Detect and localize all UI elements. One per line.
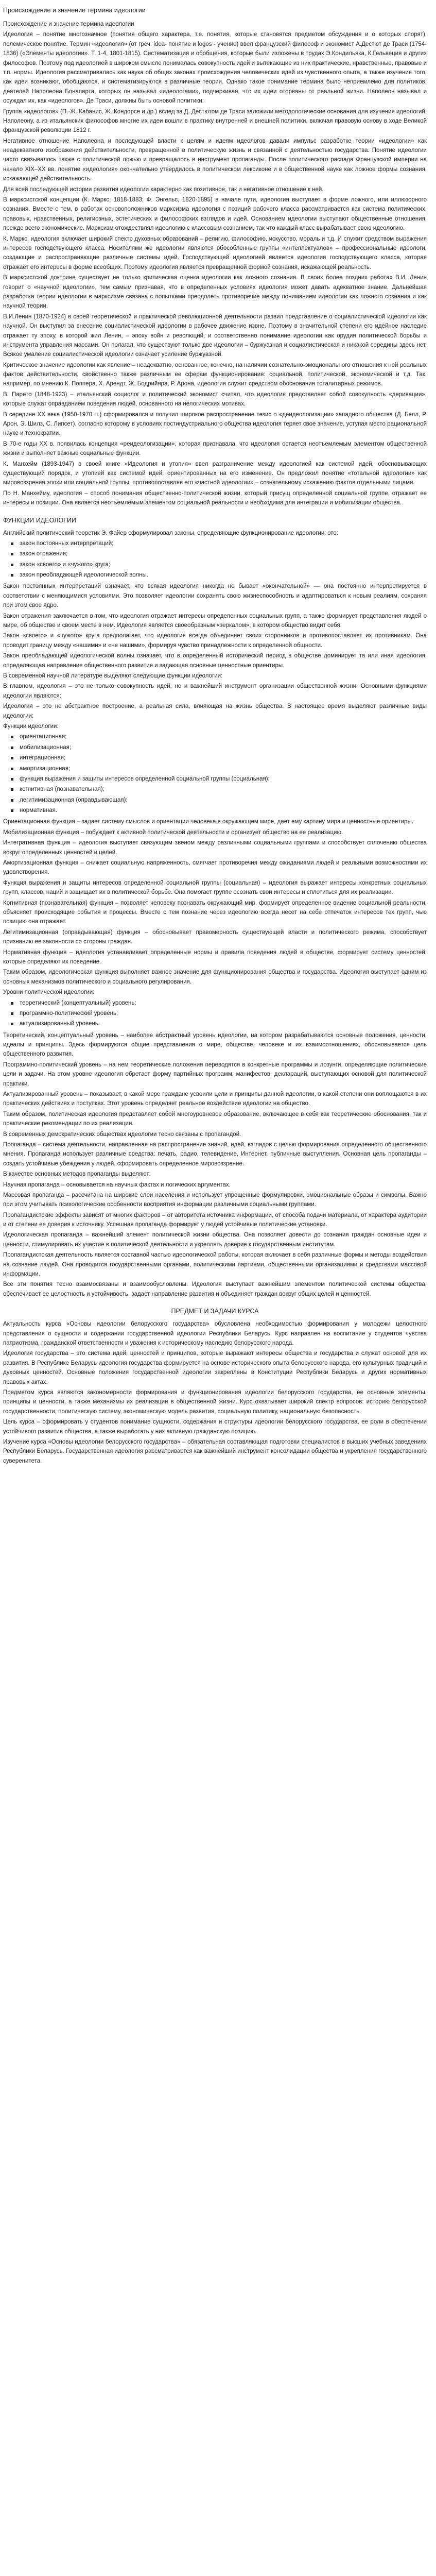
functions-section bbox=[3, 515, 427, 1299]
functions-paragraph: Пропагандистские эффекты зависят от многих факторов – от авторитета источника информации, от способа подачи материала, от характера аудитории и от степени ее доверия к источнику. Успешная пропаганда формирует у людей устойчивые политические установки. bbox=[3, 1212, 427, 1228]
laws-list bbox=[3, 539, 427, 580]
functions-paragraph: Пропаганда – система деятельности, направленная на распространение знаний, идей, взглядов с целью формирования определенного общественного мнения. Пропаганда использует различные средства: печать, радио, телевидение, Интернет, публичные выступления. Основная цель пропаганды – создать устойчивые убеждения у людей, сформировать определенное мировоззрение. bbox=[3, 1141, 427, 1167]
functions-paragraph: Актуализированный уровень – показывает, в какой мере граждане усвоили цели и принципы данной идеологии, в какой степени они воплощаются в их практических действиях и поступках. Этот уровень определяет реальное воздействие идеологии на общество. bbox=[3, 1091, 427, 1107]
intro-paragraph: По Н. Манхейму, идеология – способ понимания общественно-политической жизни, который присущ определенной социальной группе, отражает ее интересы и позиции. Она является неотъемлемым элементом социальной реальности и необходима для интеграции и мобилизации общества. bbox=[3, 490, 427, 506]
intro-section bbox=[3, 30, 427, 507]
list-item: ориентационная; bbox=[18, 732, 427, 741]
functions-paragraph: Теоретический, концептуальный уровень – наиболее абстрактный уровень идеологии, на котором разрабатываются основные положения, ценности, идеалы и принципы. Здесь формируются общие представления о мире, обществе, человеке и их взаимоотношениях, обосновывается цель общественного развития. bbox=[3, 1032, 427, 1058]
functions-paragraph: Пропагандистская деятельность является составной частью идеологической работы, которая включает в себя различные формы и методы воздействия на сознание людей. Она проводится государственными органами, политическими партиями, общественными организациями и средствами массовой информации. bbox=[3, 1252, 427, 1278]
functions-paragraph: Ориентационная функция – задает систему смыслов и ориентации человека в окружающем мире, дает ему картину мира и ценностные ориентиры. bbox=[3, 819, 413, 825]
subject-heading: ПРЕДМЕТ И ЗАДАЧИ КУРСА bbox=[171, 1308, 259, 1315]
functions-paragraph: Закон постоянных интерпретаций означает, что всякая идеология никогда не бывает «окончательной» — она постоянно интерпретируется в соответствии с меняющимися условиями. Это позволяет идеологии сохранять свою жизнеспособность и адаптироваться к новым реалиям, сохраняя при этом свое ядро. bbox=[3, 583, 427, 609]
functions-paragraph: Амортизационная функция – снижает социальную напряженность, смягчает противоречия между ожиданиями людей и реальными возможностями их удовлетворения. bbox=[3, 860, 427, 876]
list-item: легитимизационная (оправдывающая); bbox=[18, 795, 427, 805]
intro-paragraph: Негативное отношение Наполеона и последующей власти к целям и идеям идеологов давали импульс разработке теории «идеологии» как неадекватного изображения действительности, превращенной в политическую жизнь и связанной с деятельностью государства. Понятие идеологии часто связывалось также с политической ложью и превращалось в инструмент пропаганды. После политического распада Французской империи на начало XIX–XX вв. понятие «идеология» окончательно утвердилось в политическом лексиконе и в общественной науке как ложное формы сознания, искажающей действительность. bbox=[3, 138, 427, 182]
intro-paragraph: К. Манхейм (1893-1947) в своей книге «Идеология и утопия» ввел разграничение между идеологией как системой идей, обосновывающих существующий порядок, и утопией как системой идей, ориентированных на его изменение. Он предложил понятие «тотальной идеологии» как мировоззрения эпохи или социальной группы, противопоставляя его «частной идеологии» – сознательному искажению фактов отдельными лицами. bbox=[3, 461, 427, 486]
functions-paragraph: Интегративная функция – идеология выступает связующим звеном между различными социальными группами и способствует сплочению общества вокруг определенных ценностей и целей. bbox=[3, 840, 427, 856]
functions-paragraph: В современных демократических обществах идеологии тесно связаны с пропагандой. bbox=[3, 1131, 241, 1138]
intro-paragraph: В середине ХХ века (1950-1970 гг.) сформировался и получил широкое распространение тезис о «деидеологизации» западного общества (Д. Белл, Р. Арон, Э. Шилз, С. Липсет), согласно которому в условиях постиндустриального общества идеология теряет свое значение, уступая место рациональной науке и технократии. bbox=[3, 411, 427, 437]
subject-paragraph: Цель курса – сформировать у студентов понимание сущности, содержания и структуры идеологии белорусского государства, ее роли в обеспечении устойчивого развития общества, а также выработать у них активную гражданскую позицию. bbox=[3, 1419, 427, 1435]
functions-paragraph: Мобилизационная функция – побуждает к активной политической деятельности и организует общество на ее реализацию. bbox=[3, 829, 343, 836]
functions-paragraph: В современной научной литературе выделяют следующие функции идеологии: bbox=[3, 673, 223, 679]
list-item: нормативная. bbox=[18, 806, 427, 815]
intro-paragraph: Идеология – понятие многозначное (понятия общего характера, т.е. понятия, которые становятся предметом обсуждения и о которых спорят), полемическое понятие. Термин «идеология» (от греч. idea- понятие и logos - учение) ввел французский философ и экономист А.Дестют де Траси (1754-1836) («Элементы идеологии». Т. 1-4, 1801-1815). Систематизация и обобщения, которые были изложены в трудах Э.Кондильяка, К.Гельвеция и других философов. Поэтому под идеологией в широком смысле понималась совокупность идей и вытекающие из них практические, нравственные, правовые и т.п. нормы. Идеология рассматривалась как наука об общих законах происхождения человеческих идей из чувственного опыта, а также изучения того, как идеи возникают, обобщаются, и систематизируются в различные теории. Однако такое понимание термина было неприемлемо для политиков, деятелей Наполеона Бонапарта, которых он называл «идеологами», подчеркивая, что их идеи оторваны от реальной жизни. Наполеон называл и осуждал их, как «идеологов». Де Траси, должны быть основой политики. bbox=[3, 31, 427, 105]
functions-paragraph: Таким образом, политическая идеология представляет собой многоуровневое образование, включающее в себя как теоретические обоснования, так и практические рекомендации по их реализации. bbox=[3, 1111, 427, 1127]
functions-paragraph: В качестве основных методов пропаганды выделяют: bbox=[3, 1171, 151, 1178]
functions-paragraph: Идеологическая пропаганда – важнейший элемент политической жизни общества. Она позволяет довести до сознания граждан основные идеи и ценности, стимулировать их участие в политической деятельности и укреплять доверие к государственным институтам. bbox=[3, 1232, 427, 1248]
page-title: Происхождение и значение термина идеологии bbox=[3, 7, 146, 14]
functions-paragraph: Научная пропаганда – основывается на научных фактах и логических аргументах. bbox=[3, 1181, 231, 1188]
list-item: когнитивная (познавательная); bbox=[18, 785, 427, 794]
functions-paragraph: Когнитивная (познавательная) функция – позволяет человеку познавать окружающий мир, формирует определенное видение социальной реальности, объясняет происходящие события и процессы. Вместе с тем познание через идеологию всегда несет на себе отпечаток интересов тех групп, чью позицию она отражает. bbox=[3, 900, 427, 925]
list-item: интеграционная; bbox=[18, 753, 427, 762]
intro-paragraph: В.И.Ленин (1870-1924) в своей теоретической и практической революционной деятельности развил представление о социалистической идеологии как научной. Он выступил за внесение социалистической идеологии в рабочее движение извне. Поэтому в значительной степени его идейное наследие отражает ту эпоху, в которой жил Ленин, – эпоху войн и революций, и соответственно понимание идеологии как орудия политической борьбы и инструмента управления массами. Он полагал, что существуют только две идеологии – буржуазная и социалистическая и никакой середины здесь нет. Всякое умаление социалистической идеологии означает усиление буржуазной. bbox=[3, 313, 427, 358]
list-item: программно-политический уровень; bbox=[18, 1009, 427, 1018]
functions-paragraph: Закон «своего» и «чужого» круга предполагает, что идеология всегда объединяет своих сторонников и противопоставляет их противникам. Она проводит границу между «нашими» и «не нашими», формируя чувство принадлежности к определенной общности. bbox=[3, 633, 427, 649]
list-item: амортизационная; bbox=[18, 764, 427, 773]
intro-paragraph: В. Парето (1848-1923) – итальянский социолог и политический экономист считал, что идеология представляет собой совокупность «деривации», которые служат оправданием поведения людей, основанного на нелогических мотивах. bbox=[3, 391, 427, 408]
subject-paragraph: Актуальность курса «Основы идеологии белорусского государства» обусловлена необходимостью формирования у молодежи целостного представления о сущности и содержании государственной идеологии Республики Беларусь. Курс направлен на воспитание у студентов чувства патриотизма, гражданской ответственности и уважения к историческому наследию белорусского народа. bbox=[3, 1321, 427, 1346]
list-item: закон отражения; bbox=[18, 549, 427, 558]
functions-paragraph: Закон отражения заключается в том, что идеология отражает интересы определенных социальных групп, а также формирует представления людей о мире, об обществе и своем месте в нем. Идеология является своеобразным «зеркалом», в котором общество видит себя. bbox=[3, 613, 427, 629]
functions-paragraph: Функция выражения и защиты интересов определенной социальной группы (социальная) – идеология выражает интересы конкретных социальных групп, классов, наций и защищает их в политической борьбе. Она помогает группе осознать свои интересы и сплотиться для их реализации. bbox=[3, 879, 427, 896]
functions-heading: ФУНКЦИИ ИДЕОЛОГИИ bbox=[3, 516, 76, 524]
functions-paragraph: Закон преобладающей идеологической волны означает, что в определенный исторический период в обществе доминирует та или иная идеология, определяющая направление общественного развития и задающая основные ценностные ориентиры. bbox=[3, 653, 427, 669]
functions-paragraph: Идеология – это не абстрактное построение, а реальная сила, влияющая на жизнь общества. В настоящее время выделяют различные виды идеологии: bbox=[3, 703, 427, 719]
functions-list bbox=[3, 732, 427, 815]
list-item: закон преобладающей идеологической волны. bbox=[18, 570, 427, 580]
intro-paragraph: В марксистской доктрине существует не только критическая оценка идеологии как ложного сознания. В своих более поздних работах В.И. Ленин говорит о «научной идеологии», тем самым признавая, что в определенных условиях идеология может давать адекватное знание. Дальнейшая разработка теории идеологии в марксизме связана с попытками преодолеть противоречие между пониманием идеологии как ложного сознания и как научной теории. bbox=[3, 275, 427, 310]
functions-paragraph: Массовая пропаганда – рассчитана на широкие слои населения и использует упрощенные формулировки, эмоциональные образы и символы. Важно при этом учитывать психологические особенности восприятия информации различными социальными группами. bbox=[3, 1192, 427, 1208]
levels-list bbox=[3, 998, 427, 1029]
list-item: мобилизационная; bbox=[18, 743, 427, 752]
intro-paragraph: Критическое значение идеологии как явление – неадекватно, основанное, конечно, на наличии сознательно-эмоционального отношения к ней реальных фактов действительности, свойственно также различным ее сферам функционирования: социальной, политической, экономической и т.д. Так, например, по мнению К. Поппера, Х. Арендт, Ж. Бодрийяра, Р. Арона, идеология служит средством обоснования тоталитарных режимов. bbox=[3, 362, 427, 387]
list-item: теоретический (концептуальный) уровень; bbox=[18, 998, 427, 1008]
functions-paragraph: Таким образом, идеологическая функция выполняет важное значение для функционирования общества и государства. Идеология выступает одним из основных механизмов политического и социального регулирования. bbox=[3, 969, 427, 985]
subject-paragraph: Идеология государства – это система идей, ценностей и принципов, которые выражают интересы общества и государства и служат основой для их развития. В Республике Беларусь идеология государства формируется на основе исторического опыта белорусского народа, его культурных традиций и духовных ценностей. Основные положения государственной идеологии закреплены в Конституции Республики Беларусь и других нормативных правовых актах. bbox=[3, 1350, 427, 1385]
functions-list-intro: Функции идеологии: bbox=[3, 723, 59, 730]
list-item: закон постоянных интерпретаций; bbox=[18, 539, 427, 548]
intro-paragraph: Для всей последующей истории развития идеологии характерно как позитивное, так и негативное отношение к ней. bbox=[3, 186, 324, 193]
functions-paragraph: Все эти понятия тесно взаимосвязаны и взаимообусловлены. Идеология выступает важнейшим элементом политической системы общества, обеспечивает ее целостность и устойчивость, задает направление развития и объединяет граждан вокруг общих целей и ценностей. bbox=[3, 1281, 427, 1297]
subject-section bbox=[3, 1306, 427, 1466]
subject-paragraph: Изучение курса «Основы идеологии белорусского государства» – обязательная составляющая подготовки специалистов в высших учебных заведениях Республики Беларусь. Государственная идеология рассматривается как важнейший инструмент консолидации общества и укрепления государственного суверенитета. bbox=[3, 1438, 427, 1464]
intro-paragraph: К. Маркс, идеология включает широкий спектр духовных образований – религию, философию, искусство, мораль и т.д. И служит средством выражения интересов господствующего класса. Носителями же идеологии являются обособленные группы «интеллектуалов» – профессиональные идеологи, создающие и распространяющие различные системы идей. Господствующей идеологией является идеология господствующего класса, которая отражает его интересы в форме всеобщих. Поэтому идеология является превращенной формой сознания, искажающей реальность. bbox=[3, 235, 427, 270]
functions-paragraph: Легитимизационная (оправдывающая) функция – обосновывает правомерность существующей власти и политического режима, способствует признанию ее законности со стороны граждан. bbox=[3, 929, 427, 945]
functions-paragraph: Программно-политический уровень – на нем теоретические положения переводятся в конкретные программы и лозунги, определяющие политические цели и задачи. На этом уровне идеология обретает форму партийных программ, манифестов, деклараций, выступающих основой для политической практики. bbox=[3, 1061, 427, 1087]
functions-paragraph: Уровни политической идеологии: bbox=[3, 989, 95, 996]
list-item: закон «своего» и «чужого» круга; bbox=[18, 560, 427, 569]
list-item: актуализированный уровень. bbox=[18, 1019, 427, 1028]
intro-paragraph: В 70-е годы ХХ в. появилась концепция «реидеологизации», которая признавала, что идеология остается неотъемлемым элементом общественной жизни и выполняет важные социальные функции. bbox=[3, 440, 427, 457]
list-item: функция выражения и защиты интересов определенной социальной группы (социальная); bbox=[18, 774, 427, 784]
intro-paragraph: В марксистской концепции (К. Маркс, 1818-1883; Ф. Энгельс, 1820-1895) в начале пути, идеология выступает в форме ложного, или иллюзорного сознания. Вместе с тем, в работах основоположников марксизма идеология с позиций рабочего класса рассматривается как система политических, правовых, нравственных, религиозных, эстетических и философских взглядов и идей. Основанием идеологии выступают общественные отношения, прежде всего экономические. Марксизм отождествлял идеологию с классовым сознанием, так что каждый класс вырабатывает свою идеологию. bbox=[3, 197, 427, 232]
subject-paragraph: Предметом курса являются закономерности формирования и функционирования идеологии белорусского государства, ее основные элементы, принципы и ценности, а также механизмы их реализации в общественной жизни. Курс охватывает широкий спектр вопросов: историю белорусской государственности, политическую систему, экономическую модель развития, социальную политику, национальную безопасность. bbox=[3, 1389, 427, 1415]
functions-paragraph: В главном, идеология – это не только совокупность идей, но и важнейший инструмент организации общественной жизни. Основными функциями идеологии являются: bbox=[3, 683, 427, 699]
functions-paragraph: Нормативная функция – идеология устанавливает определенные нормы и правила поведения людей в обществе, формирует систему ценностей, которые определяют их поведение. bbox=[3, 949, 427, 965]
functions-paragraph: Английский политический теоретик Э. Файер сформулировал законы, определяющие функционирование идеологии: это: bbox=[3, 530, 338, 536]
section-subtitle: Происхождение и значение термина идеологии bbox=[3, 21, 134, 27]
intro-paragraph: Группа «идеологов» (П.-Ж. Кабанис, Ж. Кондорсе и др.) вслед за Д. Дестютом де Траси заложили методологические основания для изучения идеологий. Наполеону, а из итальянских философов многие их идеи вошли в практику внутренней и внешней политики, включая правовую основу в ходе Великой французской революции 1812 г. bbox=[3, 108, 427, 134]
